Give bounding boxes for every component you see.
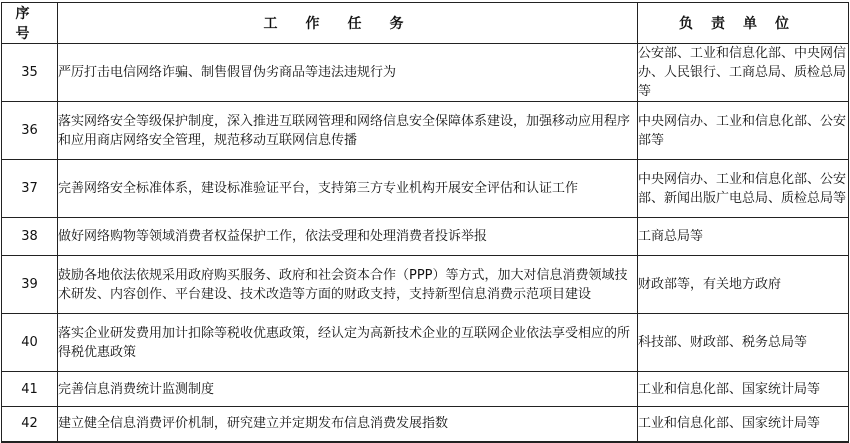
table-header-row <box>2 3 849 44</box>
row-number: 42 <box>2 407 58 442</box>
row-task: 落实企业研发费用加计扣除等税收优惠政策，经认定为高新技术企业的互联网企业依法享受相应的所得税优惠政策 <box>58 314 638 372</box>
header-task <box>58 3 638 44</box>
table-row <box>2 256 849 314</box>
header-task-label: 工作任务 <box>263 16 432 32</box>
row-task: 完善信息消费统计监测制度 <box>58 372 638 407</box>
table-row <box>2 407 849 442</box>
table-row <box>2 218 849 256</box>
table-row <box>2 160 849 218</box>
row-unit: 科技部、财政部、税务总局等 <box>638 314 849 372</box>
table-row <box>2 314 849 372</box>
row-unit: 中央网信办、工业和信息化部、公安部、新闻出版广电总局、质检总局等 <box>638 160 849 218</box>
row-task: 完善网络安全标准体系，建设标准验证平台，支持第三方专业机构开展安全评估和认证工作 <box>58 160 638 218</box>
row-task: 做好网络购物等领域消费者权益保护工作，依法受理和处理消费者投诉举报 <box>58 218 638 256</box>
table-row <box>2 44 849 102</box>
header-unit-label: 负责单位 <box>679 16 807 32</box>
row-number: 36 <box>2 102 58 160</box>
row-task: 严厉打击电信网络诈骗、制售假冒伪劣商品等违法违规行为 <box>58 44 638 102</box>
row-unit: 公安部、工业和信息化部、中央网信办、人民银行、工商总局、质检总局等 <box>638 44 849 102</box>
row-number: 38 <box>2 218 58 256</box>
table-row <box>2 372 849 407</box>
row-task: 鼓励各地依法依规采用政府购买服务、政府和社会资本合作（PPP）等方式，加大对信息消费领域技术研发、内容创作、平台建设、技术改造等方面的财政支持，支持新型信息消费示范项目建设 <box>58 256 638 314</box>
row-task: 建立健全信息消费评价机制，研究建立并定期发布信息消费发展指数 <box>58 407 638 442</box>
header-unit <box>638 3 849 44</box>
row-unit: 工商总局等 <box>638 218 849 256</box>
header-no-label: 序号 <box>15 6 44 42</box>
row-unit: 工业和信息化部、国家统计局等 <box>638 407 849 442</box>
row-task: 落实网络安全等级保护制度，深入推进互联网管理和网络信息安全保障体系建设，加强移动应用程序和应用商店网络安全管理，规范移动互联网信息传播 <box>58 102 638 160</box>
row-number: 40 <box>2 314 58 372</box>
row-number: 35 <box>2 44 58 102</box>
header-no <box>2 3 58 44</box>
row-number: 39 <box>2 256 58 314</box>
table-row <box>2 102 849 160</box>
row-unit: 财政部等，有关地方政府 <box>638 256 849 314</box>
task-table <box>1 2 849 443</box>
row-unit: 中央网信办、工业和信息化部、公安部等 <box>638 102 849 160</box>
row-number: 37 <box>2 160 58 218</box>
row-number: 41 <box>2 372 58 407</box>
row-unit: 工业和信息化部、国家统计局等 <box>638 372 849 407</box>
